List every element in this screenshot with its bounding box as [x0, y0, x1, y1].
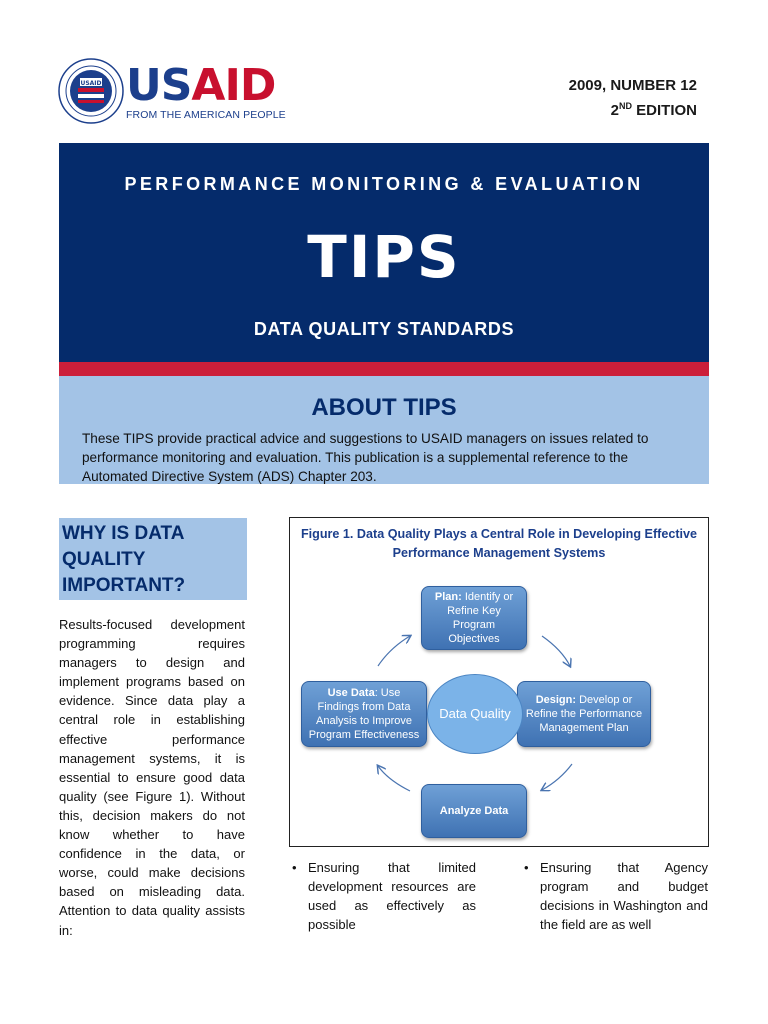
arrow-analyze-to-use	[378, 766, 410, 791]
design-node	[517, 681, 651, 747]
red-divider	[59, 362, 709, 376]
title-banner	[59, 143, 709, 362]
brand-aid: AID	[191, 60, 276, 111]
use-data-label: Use Data	[327, 687, 375, 699]
about-heading: ABOUT TIPS	[311, 394, 457, 421]
edition-suffix: ND	[618, 101, 632, 111]
usaid-seal-logo	[58, 58, 124, 124]
about-tips-box	[59, 376, 709, 484]
figure-caption: Figure 1. Data Quality Plays a Central Role in Developing Effective Performance Management Systems	[300, 527, 698, 560]
brand-tagline: FROM THE AMERICAN PEOPLE	[126, 109, 286, 121]
analyze-label: Analyze Data	[439, 805, 509, 817]
why-heading: WHY IS DATA QUALITY IMPORTANT?	[62, 523, 186, 596]
bullet-item	[292, 858, 476, 934]
why-body-text: Results-focused development programming requires managers to design and implement programs based on evidence. Since data play a central role in establishing effective performance management systems, it is essential to ensure good data quality (see Figure 1). Without this, decision makers do not know whether to have confidence in the data, or worse, could make decisions based on misleading data. Attention to data quality assists in:	[59, 617, 245, 938]
edition-line	[569, 96, 697, 121]
banner-title: TIPS	[307, 223, 461, 291]
figure-1	[289, 517, 709, 847]
arrow-plan-to-design	[542, 636, 570, 666]
edition-word: EDITION	[636, 102, 697, 119]
use-data-text: : Use Findings from Data Analysis to Improve Program Effectiveness	[308, 687, 420, 741]
why-heading-box	[59, 518, 247, 600]
plan-text: Identify or Refine Key Program Objectives	[447, 591, 514, 645]
plan-node	[421, 586, 527, 650]
bullet-dot: •	[292, 860, 297, 875]
plan-label: Plan:	[434, 591, 462, 603]
use-data-node	[301, 681, 427, 747]
brand-name	[126, 60, 286, 111]
edition-info	[569, 75, 697, 121]
about-text: These TIPS provide practical advice and suggestions to USAID managers on issues related to performance monitoring and evaluation. This publication is a supplemental reference to the Automated Directive System (ADS) Chapter 203.	[82, 431, 649, 484]
design-text: Develop or Refine the Performance Management Plan	[525, 694, 643, 734]
data-quality-center: Data Quality	[427, 674, 523, 754]
arrow-design-to-analyze	[542, 764, 572, 790]
edition-year-number: 2009, NUMBER 12	[568, 77, 697, 94]
banner-subtitle: PERFORMANCE MONITORING & EVALUATION	[124, 174, 644, 194]
arrow-use-to-plan	[378, 636, 410, 666]
seal-text: USAID	[80, 80, 102, 87]
analyze-data-node	[421, 784, 527, 838]
design-label: Design:	[535, 694, 577, 706]
usaid-wordmark	[126, 60, 286, 121]
edition-number: 2	[610, 102, 619, 119]
bullet-text: Ensuring that Agency program and budget decisions in Washington and the field are as well	[540, 860, 708, 933]
bullet-dot: •	[524, 860, 529, 875]
bullet-text: Ensuring that limited development resources are used as effectively as possible	[308, 860, 476, 933]
bullet-item	[524, 858, 708, 934]
banner-topic: DATA QUALITY STANDARDS	[253, 319, 515, 339]
brand-us: US	[126, 60, 192, 111]
